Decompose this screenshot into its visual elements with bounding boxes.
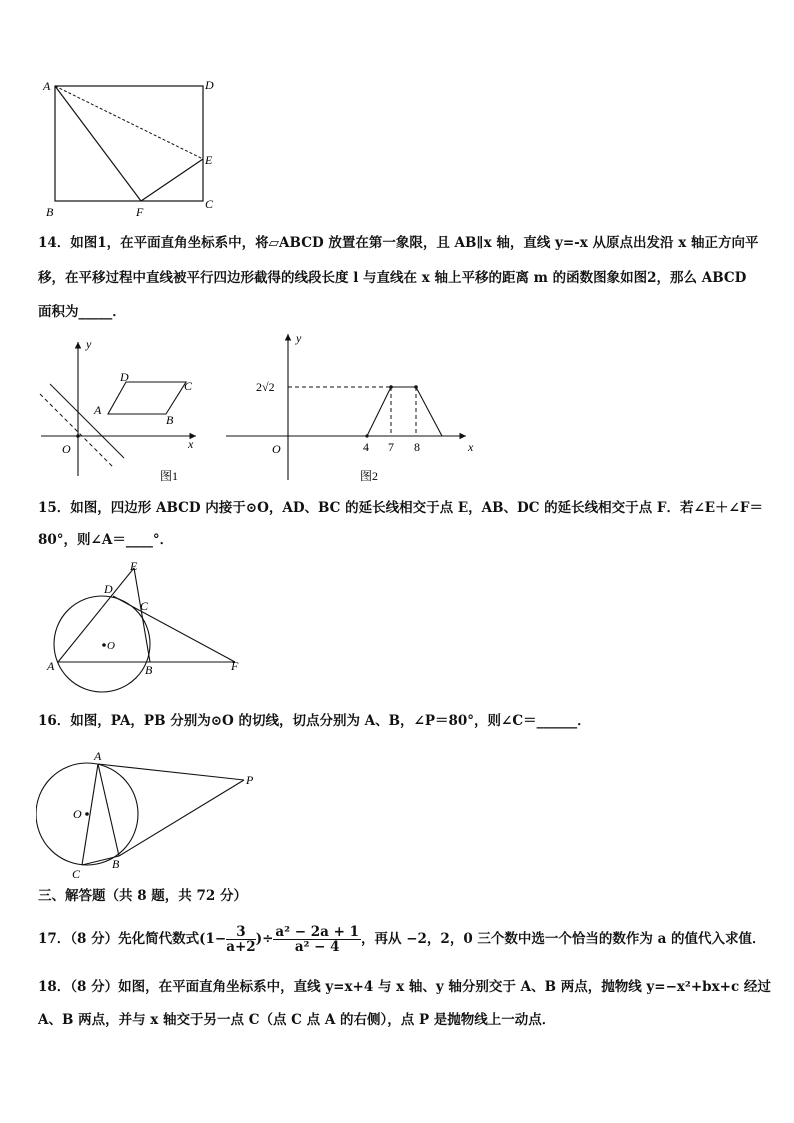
q14-line3: 面积为_____． [38, 304, 126, 320]
fig2-caption: 图2 [360, 469, 379, 483]
fig15-label-E: E [130, 559, 138, 573]
q15-line2: 80°，则∠A＝____°． [38, 532, 174, 548]
label-D: D [205, 78, 214, 92]
figure-q14-1 [38, 336, 208, 486]
label-E: E [205, 153, 213, 167]
q17-frac2 [273, 925, 361, 954]
fig15-label-A: A [47, 659, 55, 673]
q17-prefix: 17．（8 分）先化简代数式 [38, 931, 200, 947]
fig16-label-B: B [112, 857, 120, 871]
q17-frac2-den: a² − 4 [294, 939, 340, 955]
figure-q14-2 [222, 330, 482, 486]
fig2-tick-7: 7 [388, 440, 394, 454]
q17-frac1-num: 3 [226, 925, 255, 940]
fig1-label-x: x [188, 437, 194, 451]
q17-frac1 [226, 925, 255, 954]
q18-line1: 18．（8 分）如图，在平面直角坐标系中，直线 y=x+4 与 x 轴、y 轴分别交于 A、B 两点，抛物线 y=−x²+bx+c 经过 [38, 979, 771, 995]
fig1-label-O: O [62, 442, 71, 456]
q17-frac1-den: a+2 [226, 939, 256, 955]
fig2-label-y: y [296, 331, 302, 345]
q17-frac2-num: a² − 2a + 1 [275, 924, 360, 940]
fig1-caption: 图1 [160, 469, 179, 483]
fig15-label-B: B [145, 663, 153, 677]
fig15-label-C: C [140, 599, 149, 613]
q14-line1: 14．如图1，在平面直角坐标系中，将▱ABCD 放置在第一象限，且 AB∥x 轴，直线 y=-x 从原点出发沿 x 轴正方向平 [38, 235, 759, 251]
q15-line1: 15．如图，四边形 ABCD 内接于⊙O，AD、BC 的延长线相交于点 E，AB、DC 的延长线相交于点 F．若∠E＋∠F＝ [38, 500, 763, 516]
fig16-label-P: P [246, 773, 254, 787]
q17-suffix: ，再从 −2，2，0 三个数中选一个恰当的数作为 a 的值代入求值． [361, 931, 766, 947]
fig2-label-x: x [468, 440, 474, 454]
fig1-label-y: y [86, 337, 92, 351]
figure-q15 [40, 558, 250, 698]
fig2-label-O: O [272, 442, 281, 456]
fig16-label-O: O [73, 807, 82, 821]
q17-div: )÷ [255, 931, 274, 947]
q17-open-paren: (1− [199, 931, 227, 947]
label-A: A [43, 79, 51, 93]
label-C: C [205, 197, 214, 211]
q14-line2: 移，在平移过程中直线被平行四边形截得的线段长度 l 与直线在 x 轴上平移的距离 m 的函数图象如图2，那么 ABCD [38, 270, 747, 286]
figure-q13 [40, 74, 230, 224]
fig16-label-A: A [94, 749, 102, 763]
fig2-ylabel: 2√2 [256, 380, 275, 394]
q16-line1: 16．如图，PA，PB 分别为⊙O 的切线，切点分别为 A、B，∠P＝80°，则∠C＝______． [38, 713, 591, 729]
figure-q16 [36, 748, 266, 883]
fig1-label-D: D [120, 370, 129, 384]
fig15-label-D: D [104, 582, 113, 596]
label-F: F [136, 205, 144, 219]
fig15-label-F: F [231, 659, 239, 673]
fig2-tick-4: 4 [363, 440, 369, 454]
q17-line [38, 920, 766, 958]
q18-line2: A、B 两点，并与 x 轴交于另一点 C（点 C 点 A 的右侧），点 P 是抛物线上一动点． [38, 1012, 556, 1028]
fig1-label-B: B [166, 413, 174, 427]
section-3-title: 三、解答题（共 8 题，共 72 分） [38, 888, 247, 904]
fig1-label-C: C [184, 379, 193, 393]
fig1-label-A: A [94, 403, 102, 417]
label-B: B [46, 205, 54, 219]
fig16-label-C: C [72, 867, 81, 881]
fig2-tick-8: 8 [414, 440, 420, 454]
fig15-label-O: O [107, 640, 115, 652]
